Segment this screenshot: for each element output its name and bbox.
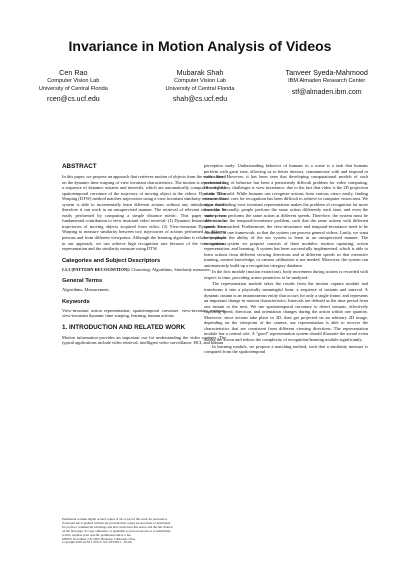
paper-title: Invariance in Motion Analysis of Videos (68, 38, 332, 54)
introduction-text: Motion information provides an important cue for understanding the video contents. The typical applications include video retrieval, intelligent video surveillance, HCI, and human (62, 334, 226, 346)
footnote-line: to lists, requires prior specific permission and/or a fee. (62, 532, 132, 537)
footnote-line: on the first page. To copy otherwise, or republish, to post on servers or to redistribute (62, 528, 171, 533)
copyright-footnote (62, 518, 226, 545)
categories-label: I.5.3 [PATTERN RECOGNITION]: (62, 266, 131, 272)
body-paragraph: perception study. Understanding behavior of humans in a scene is a task that humans perform with great ease, allowing us to better interact, communicate with and respond to each other. However, it has been seen that developing computational models of such understanding of behavior has been a persistently difficult problem for video computing. One of the key challenges is view invariance, due to the fact that video is the 2D projection of the 3D world. While humans can recognize actions from various views easily, finding view invariant cues for recognition has been difficult to achieve in computer vision area. We argue that finding view invariant representation makes the problem of recognition far more tractable. Secondly, people perform the same action differently each time, and even the same person performs the same action at different speeds. Therefore, the system must be able to solve the temporal-invariance problem, such that the same actions with different speeds are matched. Furthermore, the view-invariance and temporal-invariance need to be combined in one framework, so that the system can process general videos. Lastly, we want to emphasis the ability of the our system to learn in an unsupervised manner. The recognition system we propose consists of three modules: motion capturing, action representation, and learning. A system has been successfully implemented, which is able to learn actions from different viewing directions and at different speeds so that extensive training, context knowledge, or camera calibration is not needed. Moreover, the system can autonomously build up a recognition category database. (204, 163, 368, 268)
footnote-line: Permission to make digital or hard copies of all or part of this work for personal or (62, 517, 168, 521)
body-paragraph: In learning module, we propose a matching method, such that a similarity measure is computed from the spatiotemporal (204, 343, 368, 355)
author-affiliation: University of Central Florida (165, 85, 235, 92)
author-2 (137, 68, 264, 105)
author-block (10, 68, 390, 105)
abstract-text: In this paper, we propose an approach that retrieves motion of objects from the videos based on the dynamic time warping of view invariant characteristics. The motion is represented as a sequence of dynamic instants and intervals, which are automatically computed using the spatiotemporal curvature of the trajectory of moving object in the videos. Dynamic Time Warping (DTW) method matches trajectories using a view invariant similarity measure. Our system is able to incrementally learn different actions without any initialization mode, therefore it can work in an unsupervised manner. The retrieval of relevant videos can be easily performed by computing a simple distance metric. This paper makes two fundamental contribution to view invariant video retrieval: (1) Dynamic Instant detection in trajectories of moving objects acquired from video. (2) View-invariant Dynamic Time Warping to measure similarity between two trajectories of actions performed by different persons and from different viewpoints. Although the learning algorithm is relatively simple in our approach, we can achieve high recognition rate because of the view-invariant representation and the similarity measure using DTW. (62, 174, 226, 252)
author-affiliation: Computer Vision Lab (173, 78, 227, 84)
keywords-text: View-invariant action representation, spatiotemporal curvature, view-invariant measure, view-invariant dynamic time warping, learning, human actions. (62, 307, 226, 319)
footnote-line: for profit or commercial advantage and that copies bear this notice and the full citation (62, 524, 173, 529)
author-1 (10, 68, 137, 105)
footnote-line: classroom use is granted without fee provided that copies are not made or distributed (62, 520, 171, 525)
footnote-line: MM'03, November 2-8, 2003, Berkeley, California, USA. (62, 536, 136, 541)
author-name: Tanveer Syeda-Mahmood (285, 68, 368, 77)
general-terms-text: Algorithms, Measurement. (62, 287, 110, 293)
author-name: Mubarak Shah (176, 68, 224, 77)
abstract-heading: ABSTRACT (62, 163, 97, 170)
body-paragraph: In the first module (motion extraction), body movement during actions is recorded with respect to time, providing action primitives to be analyzed. (204, 269, 368, 280)
author-affiliation: University of Central Florida (38, 85, 108, 92)
author-3 (263, 68, 390, 105)
categories-text (62, 267, 226, 273)
footnote-line: Copyright 2003 ACM 1-58113-722-2/03/0011…$5.00. (62, 540, 133, 545)
author-name: Cen Rao (59, 68, 88, 77)
keywords-heading: Keywords (62, 298, 90, 305)
introduction-heading: 1. INTRODUCTION AND RELATED WORK (62, 323, 186, 331)
author-email: rcen@cs.ucf.edu (47, 96, 100, 104)
right-column (204, 163, 368, 355)
author-affiliation: Computer Vision Lab (47, 78, 100, 84)
author-affiliation: IBM Almaden Research Center (288, 78, 366, 84)
body-paragraph: The representation module takes the results from the motion capture module and transforms it into a physically meaningful form: a sequence of instants and interval. A dynamic instant is an instantaneous entity that occurs for only a single frame, and represents an important change in motion characteristics. Intervals are defined as the time period from one instant to the next. We use spatiotemporal curvature to detect instants, effectively capturing speed, direction, and orientation changes during the action within one quantity. Moreover, since actions take place in 3D, then get projected on an arbitrary 2D image, depending on the viewpoint of the camera, our representation is able to recover the characteristics that are consistent from different viewing directions. The representation module has a central role. A "good" representation system should illustrate the actual event during the action and reduce the complexity of recognition/learning module significantly. (204, 281, 368, 342)
categories-heading: Categories and Subject Descriptors (62, 257, 161, 264)
author-email: shah@cs.ucf.edu (172, 96, 228, 104)
author-email: stf@almaden.ibm.com (291, 88, 362, 96)
general-terms-heading: General Terms (62, 278, 103, 285)
left-column (62, 163, 226, 346)
categories-body: Clustering: Algorithms, Similarity measures. (131, 266, 211, 272)
